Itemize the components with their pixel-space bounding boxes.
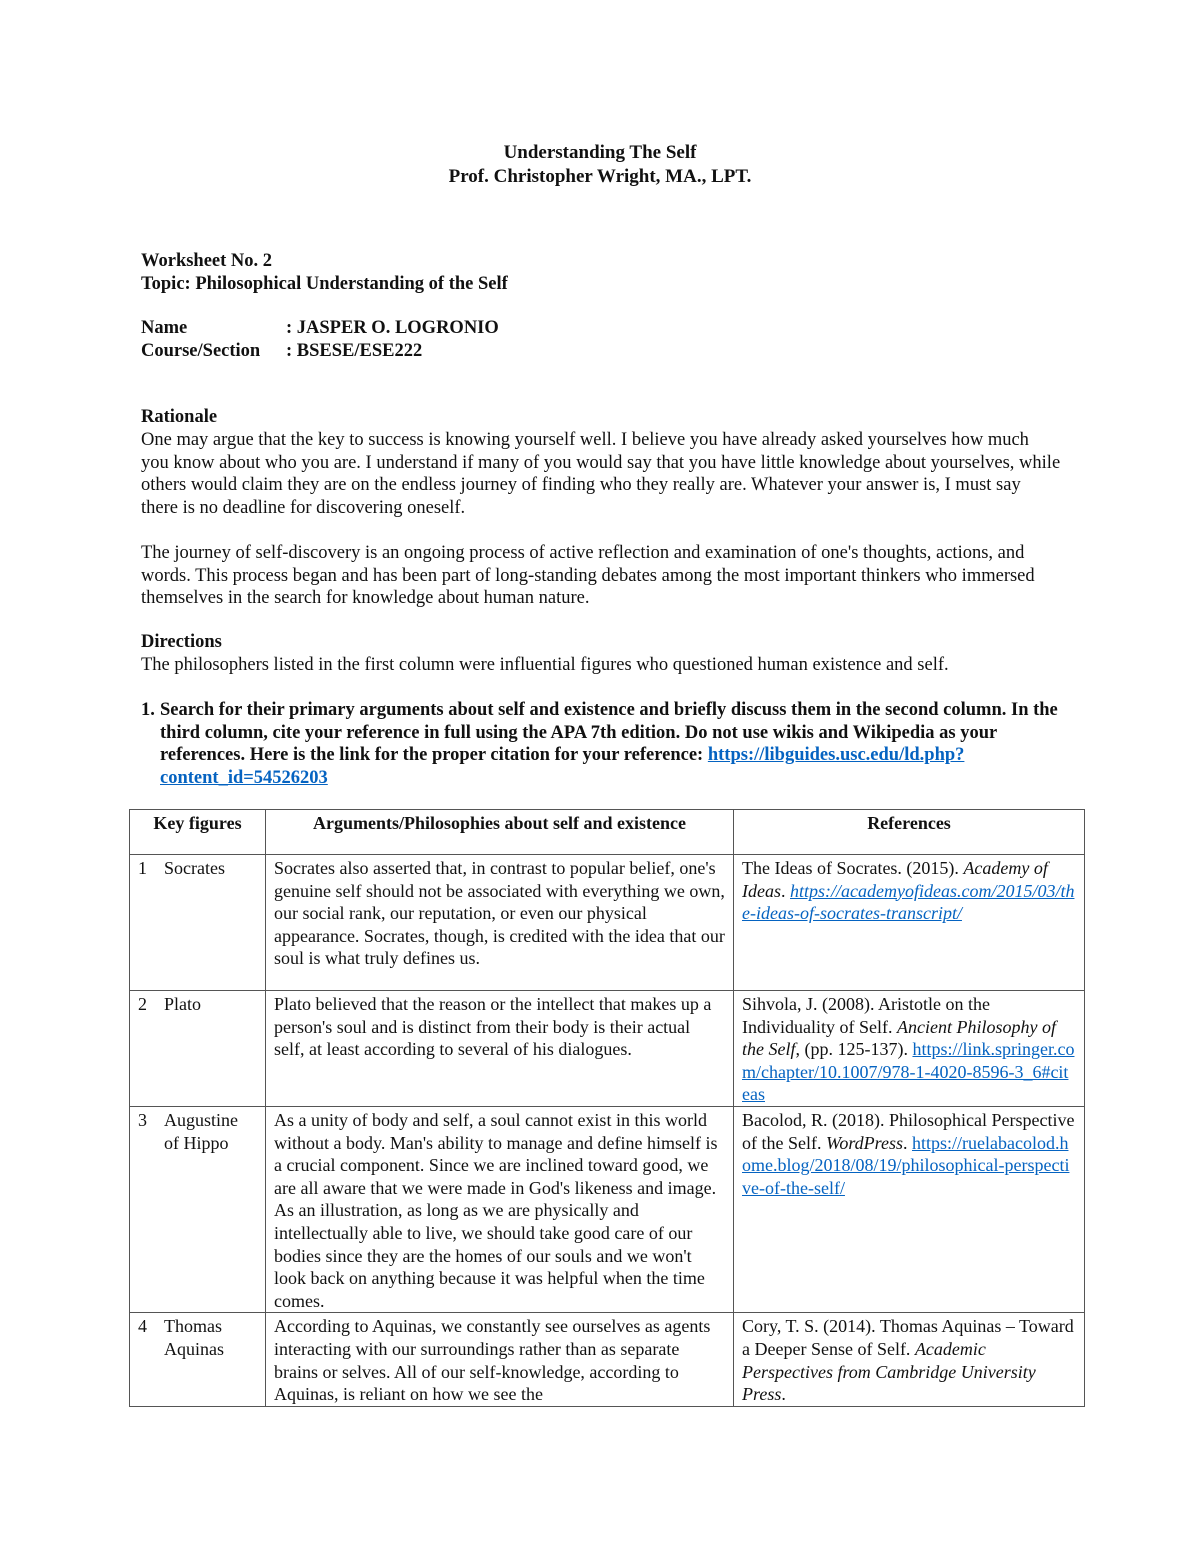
argument-cell: According to Aquinas, we constantly see ourselves as agents interacting with our surroundings rather than as separate brains or selves. All of our self-knowledge, according to Aquinas, is reliant on how we see the [266, 1313, 734, 1406]
table-row [130, 855, 1085, 991]
figure-cell: 1 Socrates [130, 855, 266, 991]
reference-link[interactable]: https://academyofideas.com/2015/03/the-ideas-of-socrates-transcript/ [742, 880, 1075, 924]
directions-intro: The philosophers listed in the first column were influential figures who questioned human existence and self. [141, 655, 949, 675]
philosophers-table [129, 809, 1085, 1407]
header-key-figures: Key figures [130, 810, 266, 855]
student-name-row [141, 317, 499, 340]
name-label: Name [141, 318, 188, 338]
section-value: : BSESE/ESE222 [286, 341, 423, 361]
course-title: Understanding The Self [503, 142, 697, 163]
header-arguments: Arguments/Philosophies about self and existence [266, 810, 734, 855]
reference-cell: Bacolod, R. (2018). Philosophical Perspective of the Self. WordPress. https://ruelabacolod.home.blog/2018/08/19/philosophical-perspective-of-the-self/ [734, 1106, 1085, 1312]
reference-cell: The Ideas of Socrates. (2015). Academy of Ideas. https://academyofideas.com/2015/03/the-ideas-of-socrates-transcript/ [734, 855, 1085, 991]
table-row [130, 991, 1085, 1107]
section-label: Course/Section [141, 341, 261, 361]
worksheet-topic: Topic: Philosophical Understanding of the Self [141, 274, 508, 294]
argument-cell: As a unity of body and self, a soul cannot exist in this world without a body. Man's ability to manage and define himself is a crucial component. Since we are inclined toward good, we are all aware that we were made in God's likeness and image. As an illustration, as long as we are physically and intellectually able to live, we should take good care of our bodies since they are the homes of our souls and we won't look back on anything because it was helpful when the time comes. [266, 1106, 734, 1312]
professor-name: Prof. Christopher Wright, MA., LPT. [448, 166, 752, 187]
student-section-row [141, 340, 422, 363]
worksheet-number: Worksheet No. 2 [141, 251, 273, 271]
figure-cell: 3 Augustine of Hippo [130, 1106, 266, 1312]
header-references: References [734, 810, 1085, 855]
rationale-heading: Rationale [141, 407, 218, 427]
citation-guide-link[interactable]: https://libguides.usc.edu/ld.php? content_id=54526203 [160, 745, 965, 789]
rationale-paragraph-1: One may argue that the key to success is knowing yourself well. I believe you have already asked yourselves how much you know about who you are. I understand if many of you would say that you have little knowledge about yourselves, while others would claim they are on the endless journey of finding who they really are. Whatever your answer is, I must say there is no deadline for discovering oneself. [141, 430, 1061, 519]
item-number: 1. [141, 700, 155, 720]
item-text: Search for their primary arguments about self and existence and briefly discuss them in the second column. In the third column, cite your reference in full using the APA 7th edition. Do not use wikis and Wikipedia as your references. Here is the link for the proper citation for your reference: [160, 700, 1058, 766]
argument-cell: Socrates also asserted that, in contrast to popular belief, one's genuine self should not be associated with everything we own, our social rank, our reputation, or even our physical appearance. Socrates, though, is credited with the idea that our soul is what truly defines us. [266, 855, 734, 991]
directions-item-1 [141, 699, 1071, 790]
reference-cell: Cory, T. S. (2014). Thomas Aquinas – Toward a Deeper Sense of Self. Academic Perspectives from Cambridge University Press. [734, 1313, 1085, 1406]
reference-link[interactable]: https://link.springer.com/chapter/10.1007/978-1-4020-8596-3_6#citeas [742, 1039, 1075, 1105]
name-value: : JASPER O. LOGRONIO [286, 318, 499, 338]
reference-link[interactable]: https://ruelabacolod.home.blog/2018/08/19/philosophical-perspective-of-the-self/ [742, 1132, 1070, 1198]
figure-cell: 2 Plato [130, 991, 266, 1107]
table-header-row [130, 810, 1085, 855]
argument-cell: Plato believed that the reason or the intellect that makes up a person's soul and is distinct from their body is their actual self, at least according to several of his dialogues. [266, 991, 734, 1107]
table-row [130, 1106, 1085, 1312]
figure-cell: 4 Thomas Aquinas [130, 1313, 266, 1406]
reference-cell: Sihvola, J. (2008). Aristotle on the Individuality of Self. Ancient Philosophy of the Self, (pp. 125-137). https://link.springer.com/chapter/10.1007/978-1-4020-8596-3_6#citeas [734, 991, 1085, 1107]
rationale-paragraph-2: The journey of self-discovery is an ongoing process of active reflection and examination of one's thoughts, actions, and words. This process began and has been part of long-standing debates among the most important thinkers who immersed themselves in the search for knowledge about human nature. [141, 543, 1035, 609]
table-row [130, 1313, 1085, 1406]
directions-heading: Directions [141, 632, 222, 652]
